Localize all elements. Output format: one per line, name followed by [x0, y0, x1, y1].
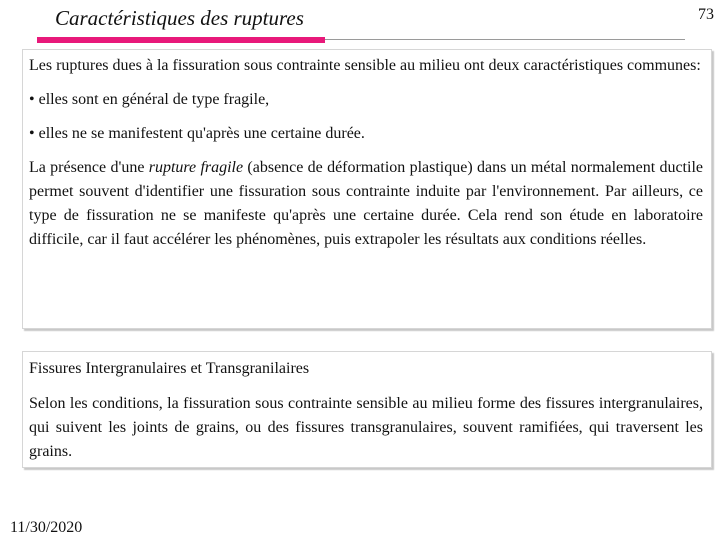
explanation-emphasis: rupture fragile [148, 159, 244, 176]
slide-title: Caractéristiques des ruptures [55, 6, 304, 30]
crack-types-textbox [22, 351, 712, 468]
bullet-duration: • elles ne se manifestent qu'après une certaine durée. [29, 125, 365, 142]
bullet-fragile: • elles sont en général de type fragile, [29, 91, 270, 108]
explanation-paragraph [29, 156, 703, 252]
title-underline-rule [325, 39, 685, 40]
page-number: 73 [698, 6, 714, 23]
explanation-text-end: (absence de déformation plastique) dans un métal normalement ductile permet souvent d'identifier une fissuration sous contrainte induite par l'environnement. Par ailleurs, ce type de fissuration ne se manifeste qu'après une certaine durée. Cela rend son étude en laboratoire difficile, car il faut accélérer les phénomènes, puis extrapoler les résultats aux conditions réelles. [29, 159, 703, 248]
title-underline-accent [37, 37, 325, 43]
explanation-text-start: La présence d'une [29, 159, 149, 176]
crack-types-paragraph: Selon les conditions, la fissuration sous contrainte sensible au milieu forme des fissures intergranulaires, qui suivent les joints de grains, ou des fissures transgranulaires, souvent ramifiées, qui traversent les grains. [29, 395, 703, 460]
intro-paragraph: Les ruptures dues à la fissuration sous contrainte sensible au milieu ont deux caractéristiques communes: [29, 57, 701, 74]
crack-types-heading: Fissures Intergranulaires et Transgranilaires [29, 360, 310, 377]
footer-date: 11/30/2020 [10, 519, 83, 536]
characteristics-textbox [22, 49, 712, 329]
